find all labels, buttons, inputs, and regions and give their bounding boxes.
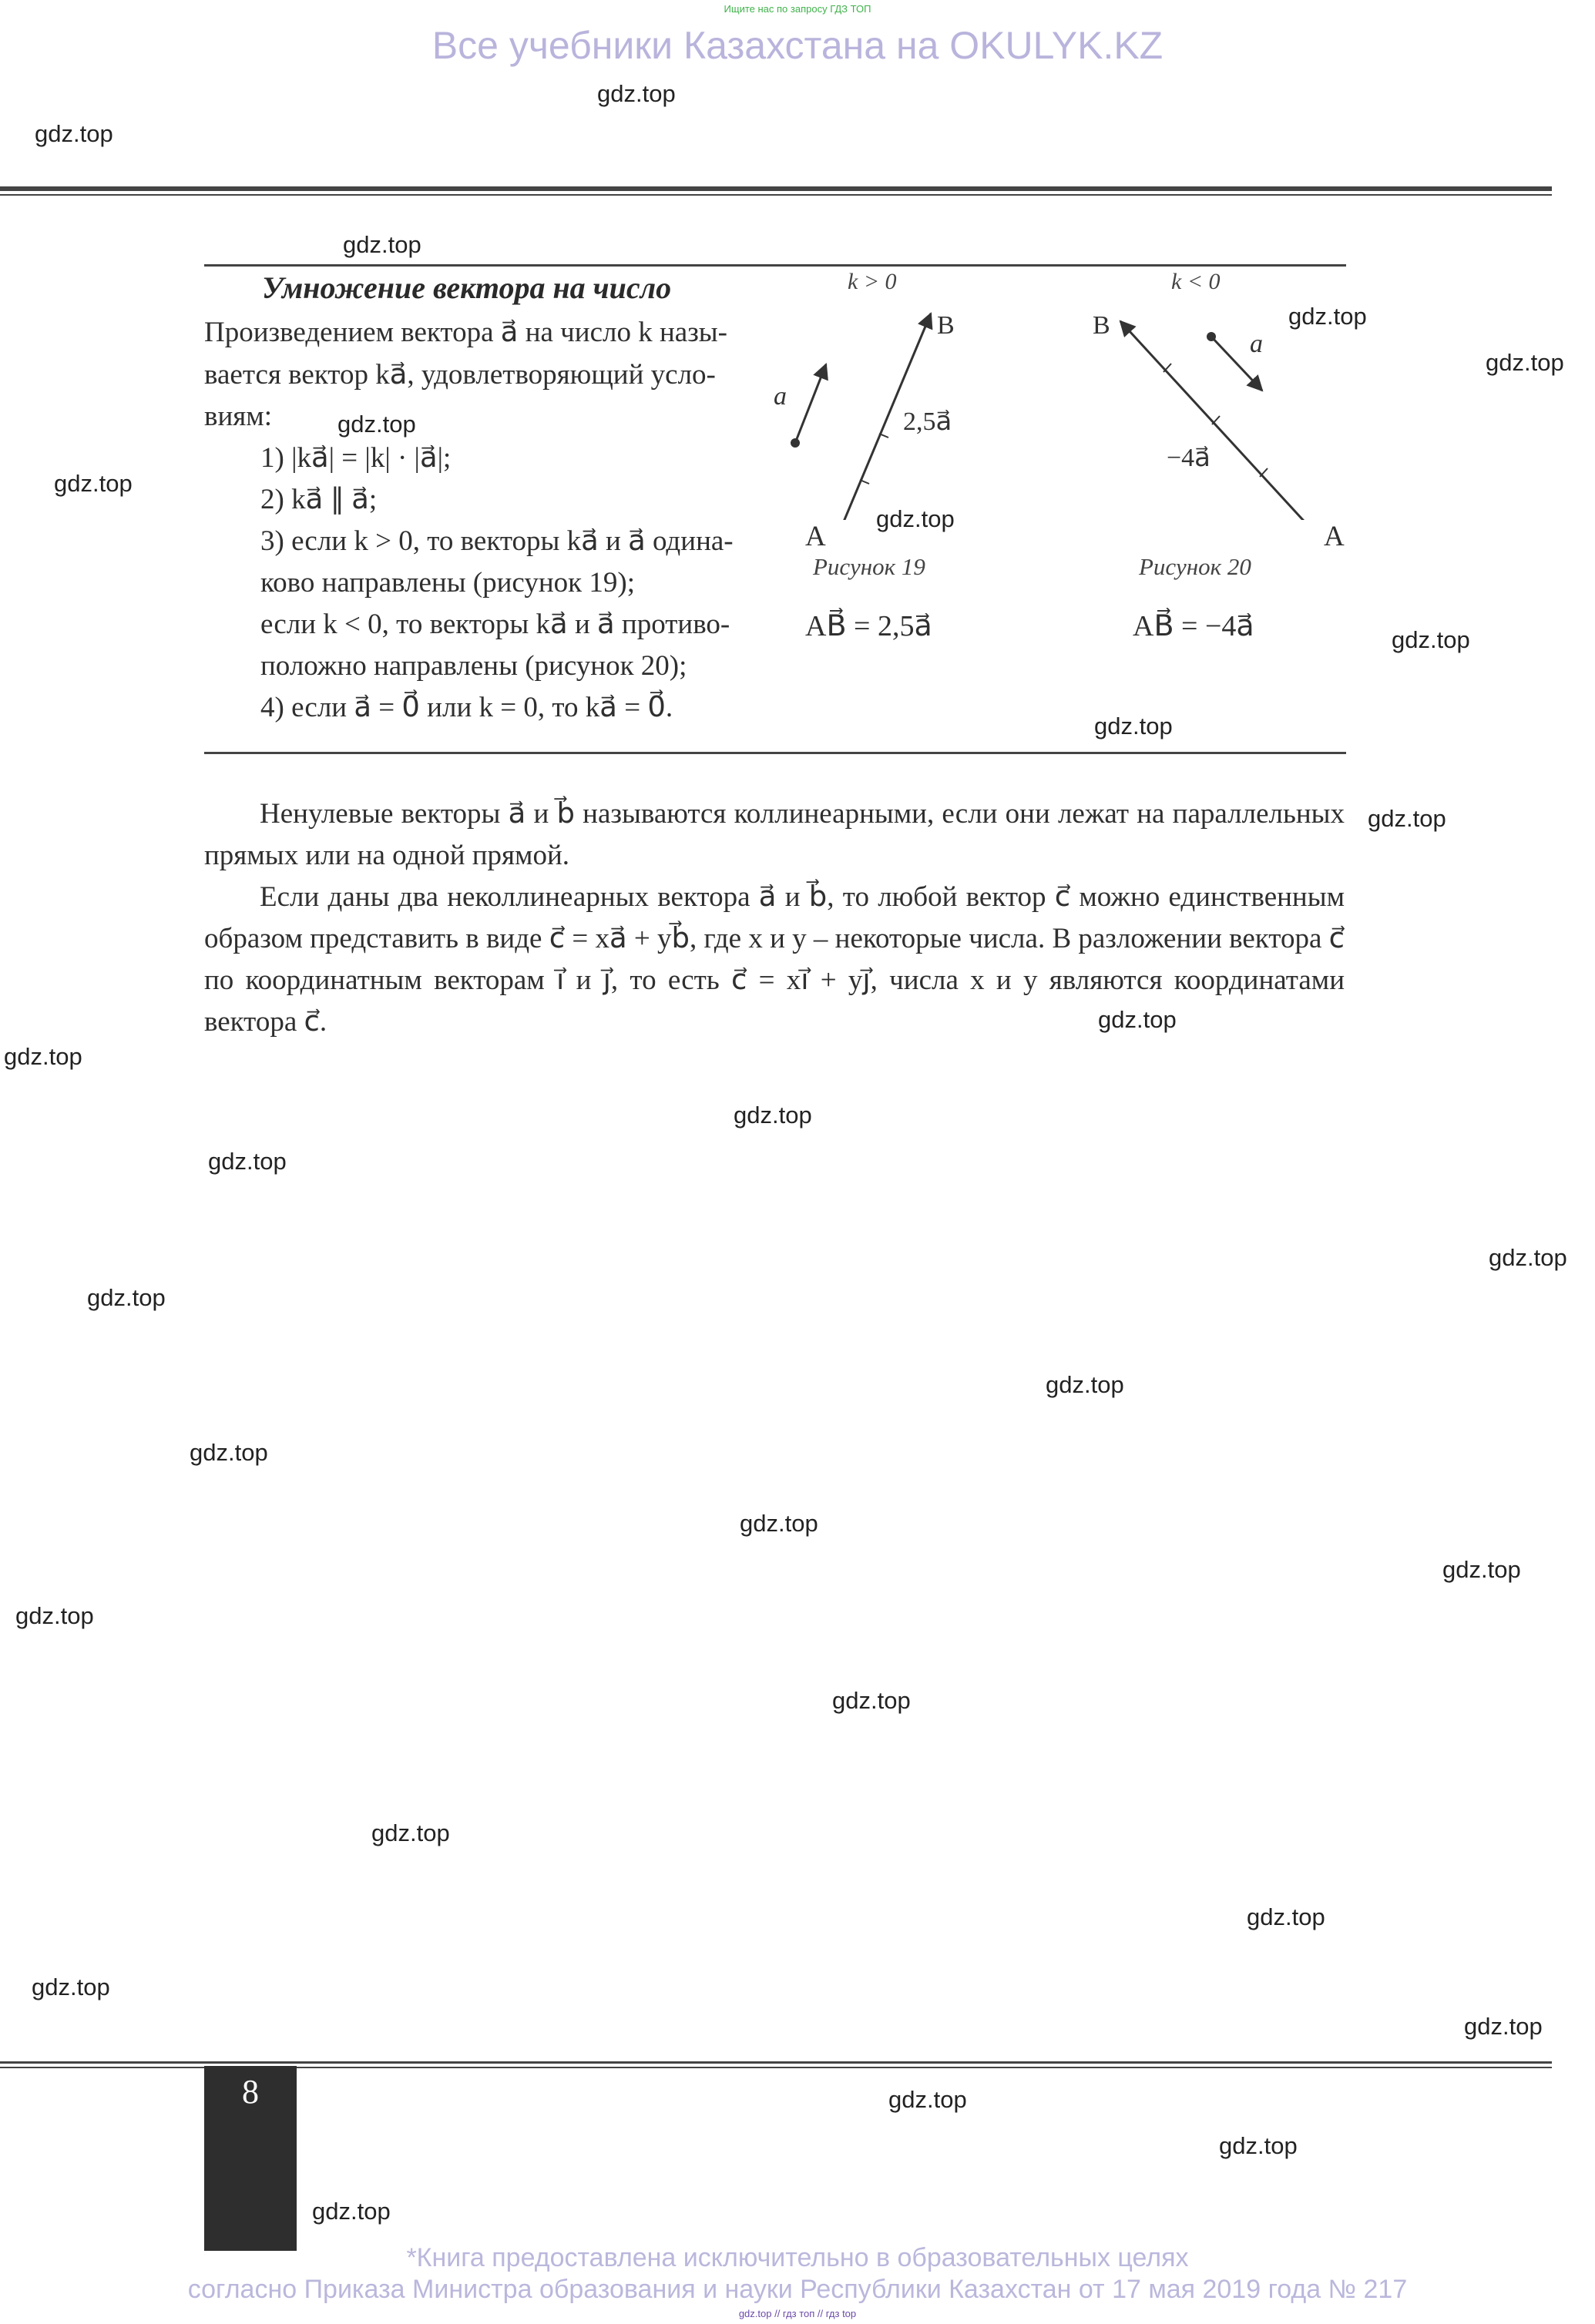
footer-order: согласно Приказа Министра образования и науки Республики Казахстан от 17 мая 2019 года № 217 bbox=[187, 2275, 1408, 2304]
condition-line: 3) если k > 0, то векторы ka⃗ и a⃗ одина- bbox=[260, 525, 734, 557]
paragraph-decomposition: Если даны два неколлинеарных вектора a⃗ и b⃗, то любой вектор c⃗ можно единственным образом представить в виде c⃗ = xa⃗ + yb⃗, где x и y – некоторые числа. В разложении вектора c⃗ по координатным векторам i⃗ и j⃗, то есть c⃗ = xi⃗ + yj⃗, числа x и y являются координатами вектора c⃗. bbox=[204, 881, 1345, 1038]
fig20-point-b: B bbox=[1093, 311, 1110, 340]
header-banner: Все учебники Казахстана на OKULYK.KZ bbox=[431, 24, 1164, 67]
watermark: gdz.top bbox=[208, 1148, 287, 1175]
page-number: 8 bbox=[242, 2073, 259, 2111]
watermark: gdz.top bbox=[343, 231, 421, 258]
fig20-caption: Рисунок 20 bbox=[1139, 553, 1251, 580]
footer-disclaimer: *Книга предоставлена исключительно в образовательных целях bbox=[406, 2243, 1189, 2272]
watermark: gdz.top bbox=[190, 1439, 268, 1466]
watermark: gdz.top bbox=[1368, 805, 1446, 832]
watermark: gdz.top bbox=[1288, 303, 1367, 330]
watermark: gdz.top bbox=[734, 1102, 812, 1128]
watermark: gdz.top bbox=[888, 2086, 967, 2113]
watermark: gdz.top bbox=[1046, 1371, 1124, 1398]
fig20-vector-a-label: a⃗ bbox=[1250, 330, 1284, 358]
figure-19 bbox=[763, 266, 986, 520]
fig20-condition: k < 0 bbox=[1171, 269, 1221, 294]
top-rule-thin bbox=[0, 194, 1552, 196]
watermark: gdz.top bbox=[1442, 1556, 1521, 1583]
condition-line: если k < 0, то векторы ka⃗ и a⃗ противо- bbox=[260, 609, 730, 640]
watermark: gdz.top bbox=[1486, 349, 1564, 376]
header-small-note: Ищите нас по запросу ГДЗ ТОП bbox=[724, 3, 871, 15]
watermark: gdz.top bbox=[832, 1687, 911, 1714]
fig19-vector-a-label: a⃗ bbox=[774, 382, 808, 411]
watermark: gdz.top bbox=[337, 411, 416, 438]
top-rule bbox=[0, 186, 1552, 191]
watermark: gdz.top bbox=[54, 470, 133, 497]
watermark: gdz.top bbox=[1219, 2132, 1298, 2159]
watermark: gdz.top bbox=[597, 80, 676, 107]
fig20-equation: AB⃗ = −4a⃗ bbox=[1133, 610, 1254, 642]
watermark: gdz.top bbox=[1489, 1244, 1567, 1271]
bottom-rule bbox=[0, 2061, 1552, 2064]
fig20-tick bbox=[1212, 416, 1220, 424]
fig20-scaled-label: −4a⃗ bbox=[1167, 444, 1211, 472]
fig19-point-b: B bbox=[937, 311, 955, 340]
fig19-scaled-label: 2,5a⃗ bbox=[903, 407, 952, 436]
fig20-vector-a-tail bbox=[1207, 332, 1216, 341]
watermark: gdz.top bbox=[1464, 2013, 1543, 2040]
fig19-vector-a-tail bbox=[791, 438, 800, 448]
watermark: gdz.top bbox=[15, 1602, 94, 1629]
paragraph-collinear: Ненулевые векторы a⃗ и b⃗ называются коллинеарными, если они лежат на параллельных прямых или на одной прямой. bbox=[204, 798, 1345, 871]
fig19-condition: k > 0 bbox=[848, 269, 897, 294]
fig19-point-a: A bbox=[805, 521, 826, 552]
definition-line: виям: bbox=[204, 401, 272, 432]
watermark: gdz.top bbox=[1094, 713, 1173, 739]
condition-line: ково направлены (рисунок 19); bbox=[260, 567, 635, 599]
fig19-caption: Рисунок 19 bbox=[813, 553, 925, 580]
watermark: gdz.top bbox=[32, 1974, 110, 2000]
watermark: gdz.top bbox=[876, 505, 955, 532]
definition-line: Произведением вектора a⃗ на число k назы- bbox=[204, 317, 727, 348]
fig19-equation: AB⃗ = 2,5a⃗ bbox=[805, 610, 932, 642]
condition-line: 4) если a⃗ = 0⃗ или k = 0, то ka⃗ = 0⃗. bbox=[260, 692, 673, 723]
watermark: gdz.top bbox=[35, 120, 113, 147]
definition-line: вается вектор ka⃗, удовлетворяющий усло- bbox=[204, 359, 716, 391]
watermark: gdz.top bbox=[4, 1043, 82, 1070]
watermark: gdz.top bbox=[312, 2198, 391, 2225]
condition-line: 1) |ka⃗| = |k| · |a⃗|; bbox=[260, 442, 452, 474]
condition-line: 2) ka⃗ ∥ a⃗; bbox=[260, 484, 378, 515]
box-bottom-rule bbox=[204, 752, 1346, 754]
box-title: Умножение вектора на число bbox=[262, 270, 672, 305]
fig20-point-a: A bbox=[1324, 521, 1345, 552]
footer-links: gdz.top // гдз топ // гдз top bbox=[738, 2308, 857, 2319]
watermark: gdz.top bbox=[87, 1284, 166, 1311]
condition-line: положно направлены (рисунок 20); bbox=[260, 650, 687, 682]
watermark: gdz.top bbox=[1098, 1006, 1177, 1033]
watermark: gdz.top bbox=[1247, 1903, 1325, 1930]
watermark: gdz.top bbox=[1392, 626, 1470, 653]
watermark: gdz.top bbox=[740, 1510, 818, 1537]
watermark: gdz.top bbox=[371, 1819, 450, 1846]
